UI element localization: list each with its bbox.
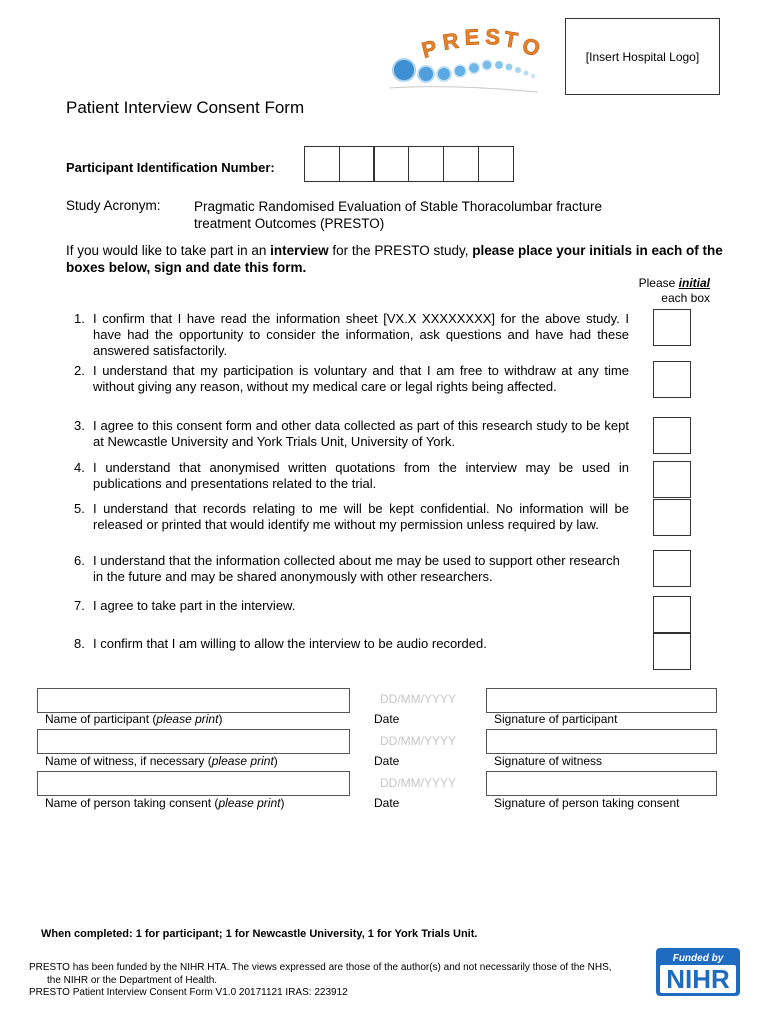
consent-statement (74, 636, 629, 652)
initial-box[interactable] (653, 361, 691, 398)
initial-instruction-initial: initial (678, 276, 710, 290)
statement-number: 2. (74, 363, 85, 378)
witness-name-field[interactable] (37, 729, 350, 754)
participant-date-label: Date (374, 712, 400, 726)
study-acronym-value (194, 198, 634, 232)
consent-taker-signature-label: Signature of person taking consent (494, 796, 680, 810)
presto-logo (388, 22, 546, 100)
participant-id-digit-box[interactable] (373, 146, 409, 182)
intro-emphasis-instructions: please place your initials in each of the boxes below, sign and date this form. (66, 243, 723, 275)
label-text: ) (218, 712, 223, 726)
statement-text: I agree to take part in the interview. (93, 598, 296, 613)
intro-emphasis-interview: interview (270, 243, 329, 258)
presto-logo-letter: E (463, 24, 480, 50)
initial-box[interactable] (653, 417, 691, 454)
label-text: Name of participant ( (45, 712, 157, 726)
nihr-wordmark: NIHR (666, 964, 730, 994)
statement-number: 4. (74, 460, 85, 475)
presto-logo-letter: T (502, 26, 520, 54)
consent-taker-name-label (45, 796, 284, 810)
participant-date-field[interactable]: DD/MM/YYYY (380, 692, 457, 706)
witness-signature-field[interactable] (486, 729, 717, 754)
participant-name-label (45, 712, 222, 726)
consent-statement (74, 418, 629, 450)
participant-id-digit-box[interactable] (443, 146, 479, 182)
initial-box[interactable] (653, 309, 691, 346)
intro-paragraph (66, 242, 746, 276)
presto-logo-letter: P (419, 35, 440, 63)
participant-id-digit-box[interactable] (408, 146, 444, 182)
statement-number: 1. (74, 311, 85, 326)
witness-date-label: Date (374, 754, 400, 768)
nihr-logo (656, 948, 740, 996)
consent-taker-name-field[interactable] (37, 771, 350, 796)
consent-statement (74, 311, 629, 359)
initial-instruction-please: Please (638, 276, 679, 290)
footer-line: PRESTO has been funded by the NIHR HTA. The views expressed are those of the author(s) and not necessarily those of the NHS, (29, 962, 612, 973)
study-acronym-line: Pragmatic Randomised Evaluation of Stable Thoracolumbar fracture (194, 199, 602, 214)
presto-logo-letter: S (484, 24, 501, 50)
label-text: Name of witness, if necessary ( (45, 754, 212, 768)
intro-text: for the PRESTO study, (328, 243, 473, 258)
statement-number: 5. (74, 501, 85, 516)
initial-box[interactable] (653, 633, 691, 670)
initial-box[interactable] (653, 596, 691, 633)
label-hint: please print (156, 712, 219, 726)
intro-text: If you would like to take part in an (66, 243, 271, 258)
consent-statement (74, 553, 629, 585)
witness-date-field[interactable]: DD/MM/YYYY (380, 734, 457, 748)
footer-line: PRESTO Patient Interview Consent Form V1.0 20171121 IRAS: 223912 (29, 987, 348, 998)
hospital-logo-placeholder (565, 18, 720, 95)
statement-text: I understand that records relating to me will be kept confidential. No information will be released or printed that would identify me without my permission unless required by law. (93, 501, 629, 532)
page-title: Patient Interview Consent Form (66, 98, 305, 117)
initial-box[interactable] (653, 499, 691, 536)
participant-id-label: Participant Identification Number: (66, 160, 275, 175)
completion-note: When completed: 1 for participant; 1 for Newcastle University, 1 for York Trials Unit. (41, 928, 478, 940)
statement-number: 8. (74, 636, 85, 651)
witness-name-label (45, 754, 278, 768)
statement-text: I confirm that I have read the information sheet [VX.X XXXXXXXX] for the above study. I have had the opportunity to consider the information, ask questions and have had these answered satisfactorily. (93, 311, 629, 358)
participant-id-digit-box[interactable] (339, 146, 375, 182)
label-text: ) (273, 754, 278, 768)
nihr-funded-by: Funded by (672, 953, 724, 964)
statement-text: I understand that my participation is voluntary and that I am free to withdraw at any time without giving any reason, without my medical care or legal rights being affected. (93, 363, 629, 394)
consent-taker-signature-field[interactable] (486, 771, 717, 796)
participant-signature-label: Signature of participant (494, 712, 618, 726)
initial-instruction (600, 276, 710, 306)
statement-number: 6. (74, 553, 85, 568)
consent-statement (74, 363, 629, 395)
participant-id-boxes (304, 146, 514, 182)
label-hint: please print (218, 796, 281, 810)
study-acronym-line: treatment Outcomes (PRESTO) (194, 216, 385, 231)
presto-logo-letter: O (519, 32, 543, 62)
presto-logo-letter: R (440, 27, 461, 55)
consent-statement (74, 501, 629, 533)
consent-taker-date-field[interactable]: DD/MM/YYYY (380, 776, 457, 790)
label-text: Name of person taking consent ( (45, 796, 219, 810)
footer (29, 962, 639, 1000)
statement-number: 7. (74, 598, 85, 613)
statement-text: I agree to this consent form and other data collected as part of this research study to be kept at Newcastle University and York Trials Unit, University of York. (93, 418, 629, 449)
participant-name-field[interactable] (37, 688, 350, 713)
statement-text: I understand that anonymised written quotations from the interview may be used in publications and presentations related to the trial. (93, 460, 629, 491)
initial-box[interactable] (653, 461, 691, 498)
consent-statement (74, 460, 629, 492)
participant-id-digit-box[interactable] (304, 146, 340, 182)
label-hint: please print (211, 754, 274, 768)
label-text: ) (280, 796, 285, 810)
consent-statement (74, 598, 629, 614)
participant-signature-field[interactable] (486, 688, 717, 713)
participant-id-digit-box[interactable] (478, 146, 514, 182)
initial-box[interactable] (653, 550, 691, 587)
consent-taker-date-label: Date (374, 796, 400, 810)
statement-number: 3. (74, 418, 85, 433)
statement-text: I confirm that I am willing to allow the interview to be audio recorded. (93, 636, 487, 651)
footer-line: the NIHR or the Department of Health. (47, 974, 218, 986)
hospital-logo-placeholder-text: [Insert Hospital Logo] (585, 49, 700, 64)
initial-instruction-each-box: each box (661, 291, 710, 305)
statement-text: I understand that the information collected about me may be used to support other research in the future and may be shared anonymously with other researchers. (93, 553, 620, 584)
witness-signature-label: Signature of witness (494, 754, 603, 768)
study-acronym-label: Study Acronym: (66, 198, 161, 213)
